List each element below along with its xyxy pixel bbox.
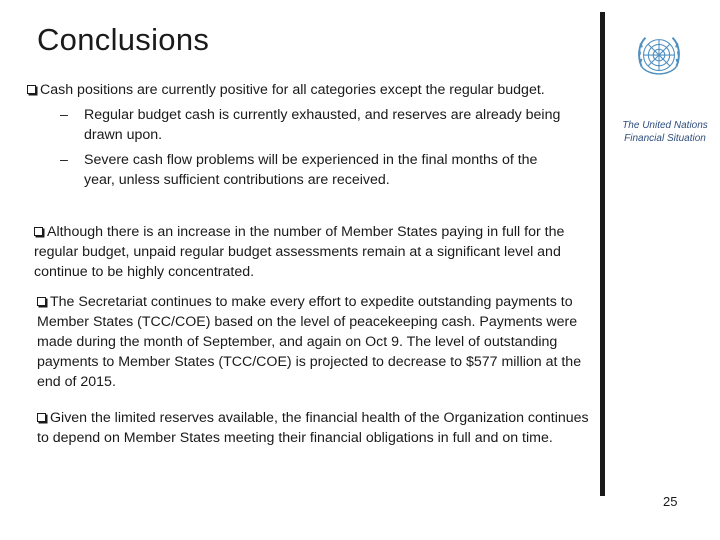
dash-marker: – [60, 152, 68, 168]
page-number: 25 [663, 494, 678, 509]
sub-bullet-text: Regular budget cash is currently exhausted, and reserves are already being drawn upon. [84, 107, 561, 143]
bullet-item [37, 408, 599, 448]
deck-subtitle: The United Nations Financial Situation [622, 120, 708, 144]
bullet-item [27, 80, 572, 190]
un-emblem-icon [630, 28, 688, 86]
square-bullet-icon [27, 85, 36, 94]
sub-bullet-item [27, 150, 572, 190]
square-bullet-icon [37, 413, 46, 422]
bullet-item [37, 292, 599, 392]
bullet-text: Given the limited reserves available, the financial health of the Organization continues to depend on Member States meeting their financial obligations in full and on time. [37, 410, 589, 446]
bullet-text: Cash positions are currently positive for all categories except the regular budget. [40, 82, 545, 98]
slide-title: Conclusions [37, 22, 210, 57]
bullet-text: Although there is an increase in the number of Member States paying in full for the regular budget, unpaid regular budget assessments remain at a significant level and continue to be highly concentrated. [34, 224, 565, 280]
bullet-text: The Secretariat continues to make every effort to expedite outstanding payments to Member States (TCC/COE) based on the level of peacekeeping cash. Payments were made during the month of September, and again on Oct 9. The level of outstanding payments to Member States (TCC/COE) is projected to decrease to $577 million at the end of 2015. [37, 294, 582, 390]
sub-bullet-item [27, 105, 572, 145]
square-bullet-icon [37, 297, 46, 306]
sub-bullet-text: Severe cash flow problems will be experienced in the final months of the year, unless sufficient contributions are received. [84, 152, 538, 188]
square-bullet-icon [34, 227, 43, 236]
dash-marker: – [60, 107, 68, 123]
vertical-divider [600, 12, 605, 496]
bullet-item [34, 222, 590, 282]
